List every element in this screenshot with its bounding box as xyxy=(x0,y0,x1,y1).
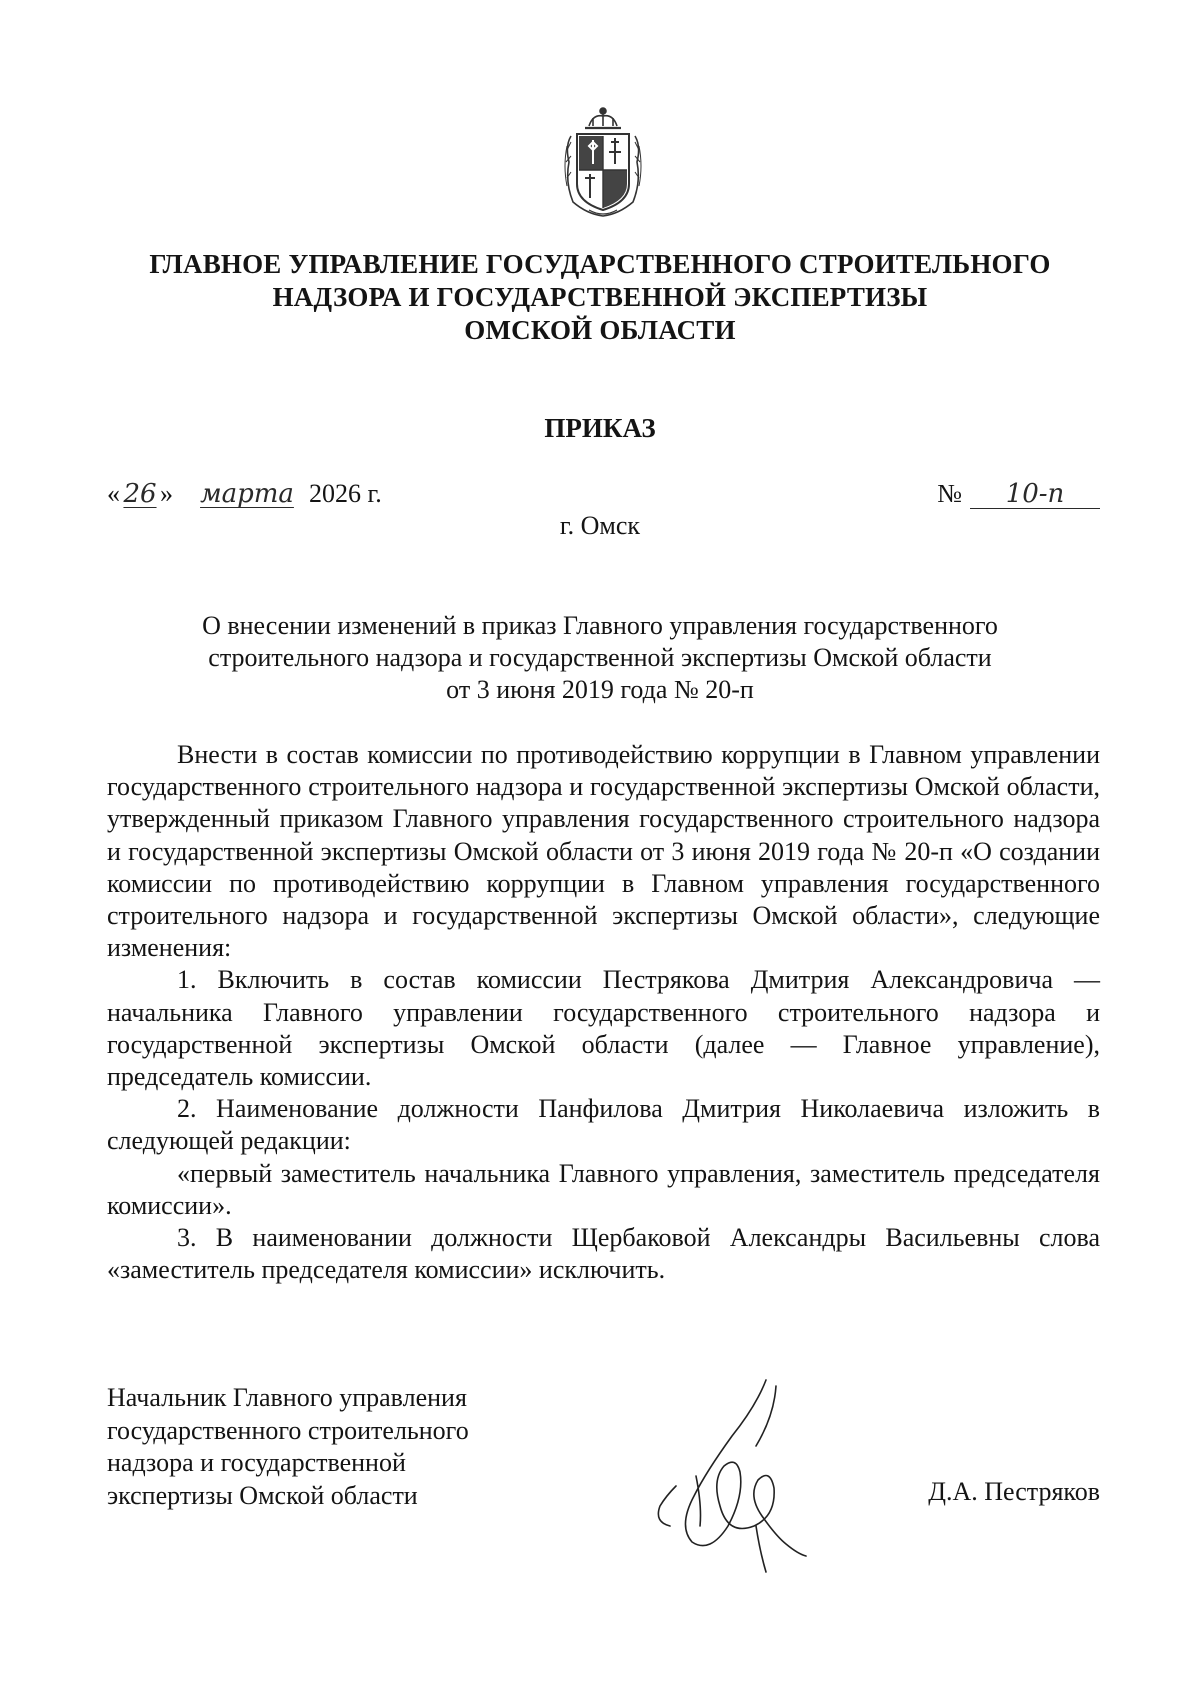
subject-line-2: строительного надзора и государственной экспертизы Омской области xyxy=(208,643,992,672)
body-item-2: 2. Наименование должности Панфилова Дмитрия Николаевича изложить в следующей редакции: xyxy=(107,1094,1100,1156)
document-type-title: ПРИКАЗ xyxy=(544,413,656,443)
number-prefix: № xyxy=(937,479,962,508)
signer-position-line-3: надзора и государственной xyxy=(107,1448,406,1477)
org-line-2: НАДЗОРА И ГОСУДАРСТВЕННОЙ ЭКСПЕРТИЗЫ xyxy=(272,282,928,312)
number-handwritten: 10-п xyxy=(970,480,1100,509)
signer-position-line-2: государственного строительного xyxy=(107,1415,469,1445)
body-item-3: 3. В наименовании должности Щербаковой Александры Васильевны слова «заместитель председателя комиссии» исключить. xyxy=(107,1223,1100,1285)
body-intro-paragraph: Внести в состав комиссии по противодействию коррупции в Главном управлении государственного строительного надзора и государственной экспертизы Омской области, утвержденный приказом Главного управления государственного строительного надзора и государственной экспертизы Омской области от 3 июня 2019 года № 20-п «О создании комиссии по противодействию коррупции в Главном управления государственного строительного надзора и государственной экспертизы Омской области», следующие изменения: xyxy=(107,740,1100,963)
date-day-handwritten: 26 xyxy=(123,479,157,509)
signer-position-line-4: экспертизы Омской области xyxy=(107,1480,418,1510)
order-body xyxy=(107,739,1100,1286)
signer-name: Д.А. Пестряков xyxy=(928,1477,1100,1506)
org-line-3: ОМСКОЙ ОБЛАСТИ xyxy=(464,315,736,345)
coat-of-arms-icon xyxy=(559,106,647,218)
order-subject xyxy=(130,610,1070,706)
organization-name xyxy=(100,248,1100,347)
subject-line-1: О внесении изменений в приказ Главного управления государственного xyxy=(202,611,998,640)
date-open-quote: « xyxy=(107,479,120,508)
handwritten-signature-icon xyxy=(636,1376,816,1576)
date-close-quote: » xyxy=(160,479,173,508)
body-item-2-quote: «первый заместитель начальника Главного управления, заместитель председателя комиссии». xyxy=(107,1158,1100,1220)
signer-position xyxy=(107,1382,469,1512)
org-line-1: ГЛАВНОЕ УПРАВЛЕНИЕ ГОСУДАРСТВЕННОГО СТРОИТЕЛЬНОГО xyxy=(149,249,1051,279)
signer-position-line-1: Начальник Главного управления xyxy=(107,1383,467,1412)
date-month-handwritten: марта xyxy=(200,479,294,509)
city: г. Омск xyxy=(559,511,641,540)
subject-line-3: от 3 июня 2019 года № 20-п xyxy=(446,675,754,704)
body-item-1: 1. Включить в состав комиссии Пестрякова Дмитрия Александровича — начальника Главного управлении государственного строительного надзора и государственной экспертизы Омской области (далее — Главное управление), председатель комиссии. xyxy=(107,965,1100,1092)
order-number xyxy=(937,478,1100,510)
date-year: 2026 г. xyxy=(309,479,382,508)
order-date xyxy=(107,478,382,510)
